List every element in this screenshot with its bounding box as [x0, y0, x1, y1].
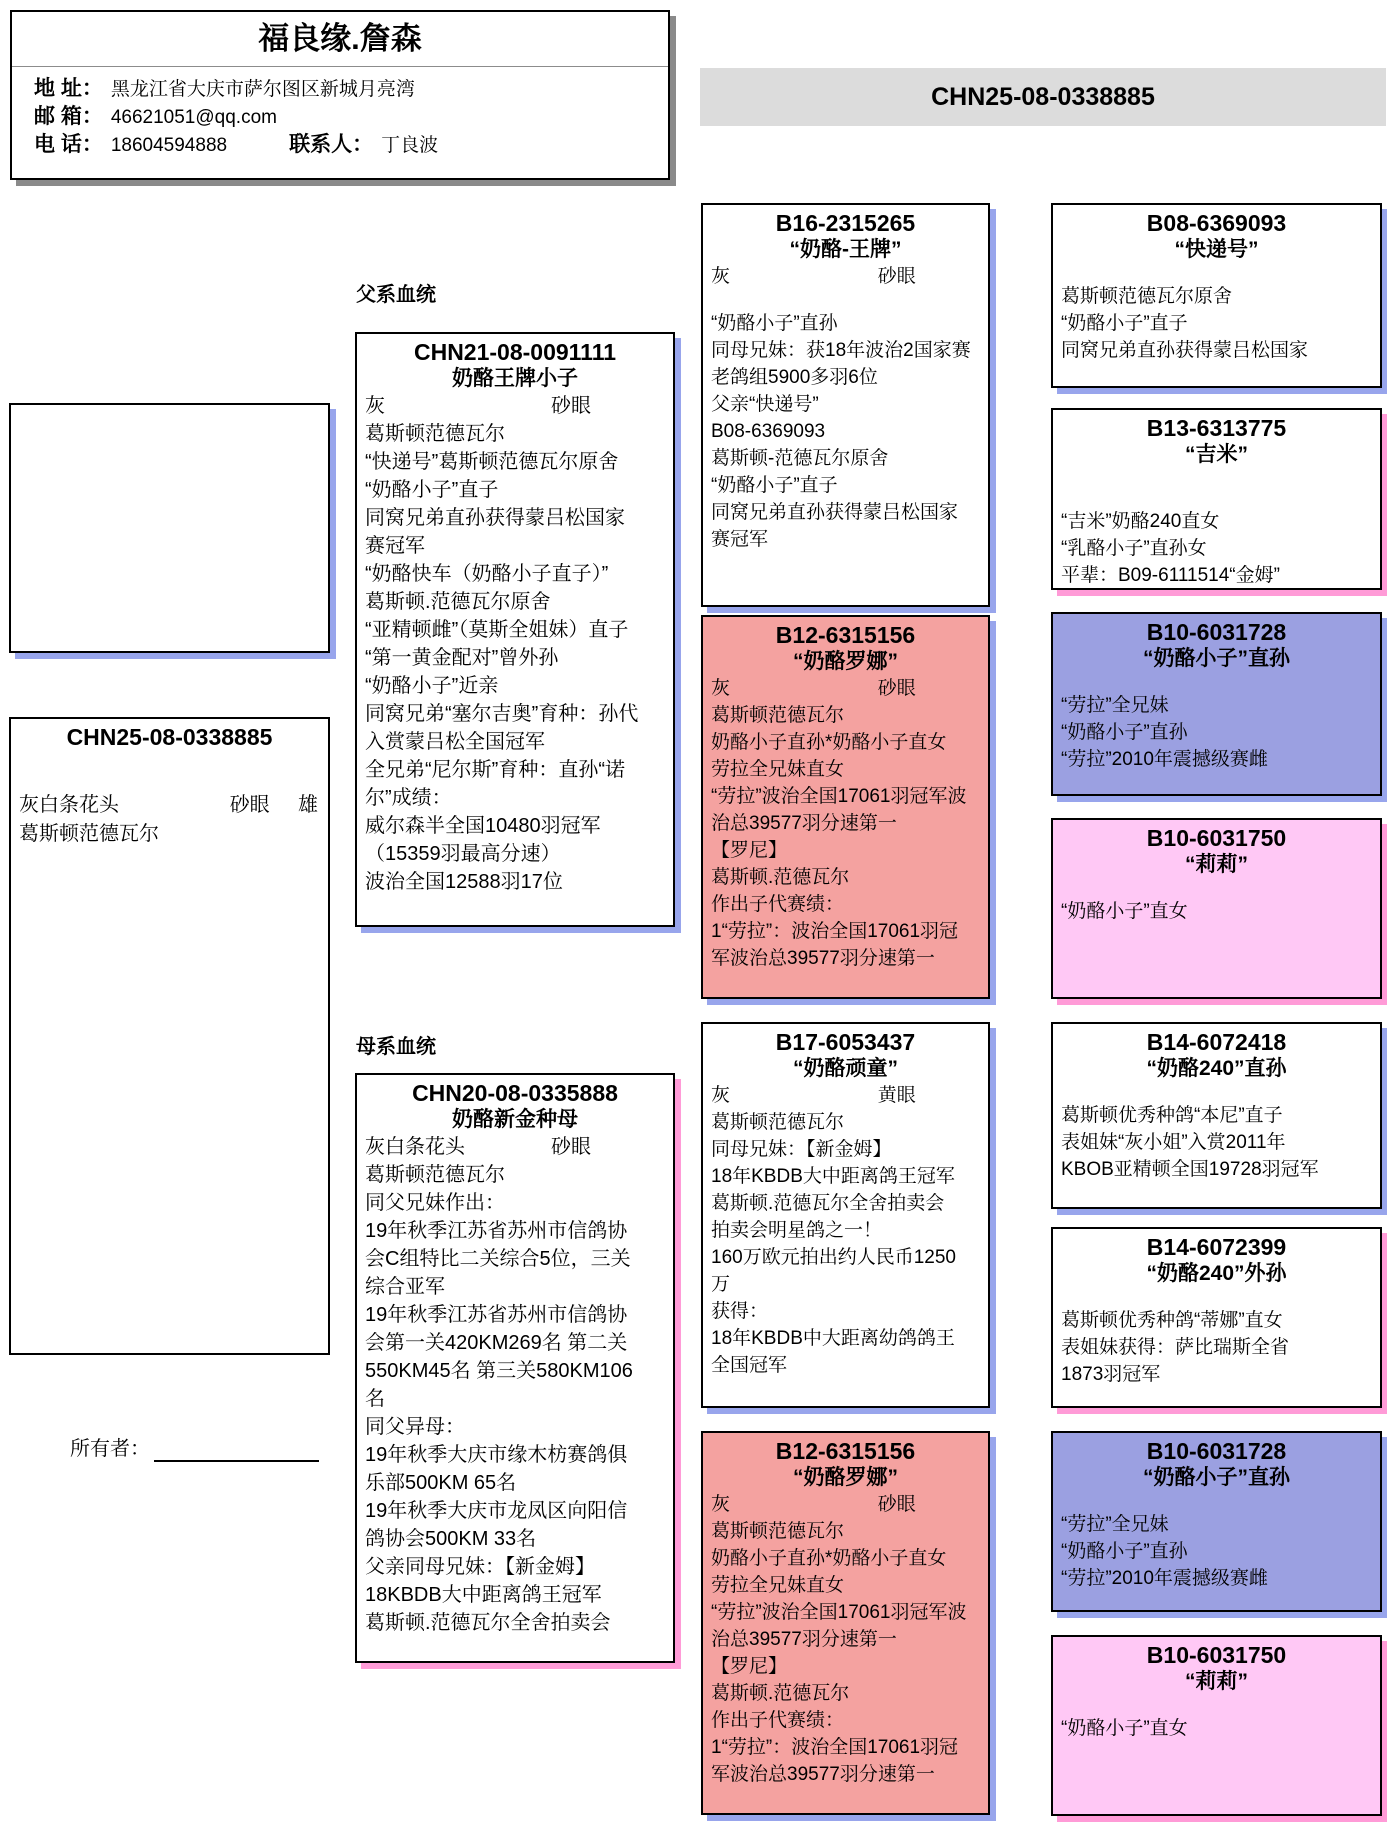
ring-number: B12-6315156	[775, 1438, 916, 1464]
pedigree-line	[1061, 1082, 1372, 1102]
pedigree-line: 葛斯顿范德瓦尔	[365, 1164, 505, 1186]
pedigree-line: 同父异母：	[365, 1416, 465, 1438]
pedigree-line: 军波治总39577羽分速第一	[711, 948, 935, 969]
pedigree-line: 葛斯顿范德瓦尔原舍	[1061, 286, 1233, 307]
plumage: 灰	[711, 1085, 731, 1106]
ring-number: B12-6315156	[775, 622, 916, 648]
pedigree-box-mother	[355, 1073, 675, 1663]
pedigree-line: “奶酪小子”直孙	[1061, 722, 1188, 743]
pedigree-line: 治总39577羽分速第一	[711, 813, 897, 834]
pedigree-notes	[365, 1161, 665, 1637]
owner-row	[70, 1436, 319, 1462]
pedigree-line: “劳拉”波治全国17061羽冠军波	[711, 1602, 967, 1623]
pedigree-line: “劳拉”2010年震撼级赛雌	[1061, 749, 1268, 770]
paternal-line-label: 父系血统	[356, 284, 436, 306]
ring-number: B13-6313775	[1146, 415, 1287, 441]
ring-number: B17-6053437	[775, 1029, 916, 1055]
subject-strain: 葛斯顿范德瓦尔	[19, 823, 159, 845]
pedigree-notes	[1061, 1491, 1372, 1592]
pedigree-line: 同窝兄弟直孙获得蒙吕松国家	[711, 502, 959, 523]
eye-color: 黄眼	[877, 1085, 916, 1106]
pedigree-box-b14-399	[1051, 1227, 1382, 1408]
plumage: 灰	[711, 1494, 731, 1515]
email-value: 46621051@qq.com	[110, 107, 277, 128]
pedigree-line	[711, 290, 980, 310]
eye-color: 砂眼	[877, 1494, 916, 1515]
pedigree-line: 治总39577羽分速第一	[711, 1629, 897, 1650]
pedigree-line: 【罗尼】	[711, 840, 788, 861]
pigeon-name: “吉米”	[1185, 443, 1248, 466]
pedigree-line: 同窝兄弟直孙获得蒙吕松国家	[1061, 340, 1309, 361]
pedigree-line: 名	[365, 1388, 385, 1410]
pedigree-line: 葛斯顿范德瓦尔	[365, 423, 505, 445]
pedigree-line: “吉米”奶酪240直女	[1061, 511, 1220, 532]
pedigree-box-b16	[701, 203, 990, 607]
pedigree-line: 1“劳拉”：波治全国17061羽冠	[711, 921, 959, 942]
pedigree-line: 同窝兄弟“塞尔吉奥”育种：孙代	[365, 703, 639, 725]
ring-number: B16-2315265	[775, 210, 916, 236]
pedigree-box-b08	[1051, 203, 1382, 388]
pedigree-line: “劳拉”波治全国17061羽冠军波	[711, 786, 967, 807]
owner-label: 所有者：	[70, 1438, 150, 1460]
pedigree-line: “奶酪小子”直孙	[711, 313, 838, 334]
pedigree-line: 赛冠军	[711, 529, 769, 550]
pedigree-line: 【罗尼】	[711, 1656, 788, 1677]
pedigree-line: 全国冠军	[711, 1355, 788, 1376]
pedigree-line: 会第一关420KM269名 第二关	[365, 1332, 628, 1354]
pigeon-name: “莉莉”	[1185, 1670, 1248, 1693]
pedigree-notes	[711, 290, 980, 553]
pedigree-line	[1061, 468, 1372, 488]
pedigree-notes	[711, 1518, 980, 1788]
breeder-header-box	[10, 10, 670, 180]
maternal-line-label: 母系血统	[356, 1036, 436, 1058]
pedigree-line: 葛斯顿范德瓦尔	[711, 705, 845, 726]
subject-sex: 雄	[298, 794, 318, 816]
pedigree-line: 父亲同母兄妹：【新金姆】	[365, 1556, 595, 1578]
pedigree-box-b12-top	[701, 615, 990, 999]
pedigree-box-b14-418	[1051, 1022, 1382, 1209]
ring-number: B10-6031750	[1146, 825, 1287, 851]
pedigree-line: 军波治总39577羽分速第一	[711, 1764, 935, 1785]
pedigree-line: 葛斯顿优秀种鸽“本尼”直子	[1061, 1105, 1283, 1126]
pigeon-name: “奶酪小子”直孙	[1143, 1466, 1290, 1489]
pigeon-name: “奶酪罗娜”	[793, 650, 898, 673]
pedigree-notes	[1061, 1287, 1372, 1388]
owner-fill-in-line	[154, 1438, 319, 1462]
plumage: 灰	[711, 266, 731, 287]
pedigree-line: 表姐妹获得：萨比瑞斯全省	[1061, 1337, 1290, 1358]
pedigree-line	[1061, 263, 1372, 283]
pedigree-line: 葛斯顿.范德瓦尔原舍	[365, 591, 551, 613]
pedigree-line: 550KM45名 第三关580KM106	[365, 1360, 633, 1382]
ring-number: B10-6031728	[1146, 619, 1287, 645]
pedigree-notes	[1061, 468, 1372, 589]
subject-ring-number: CHN25-08-0338885	[66, 724, 273, 750]
pedigree-line: 平辈：B09-6111514“金姆”	[1061, 565, 1280, 586]
ring-number: CHN20-08-0335888	[412, 1080, 618, 1106]
trait-row	[365, 392, 665, 420]
pedigree-line: 获得：	[711, 1301, 769, 1322]
pedigree-line: 鸽协会500KM 33名	[365, 1528, 537, 1550]
pedigree-line: “奶酪小子”直孙	[1061, 1541, 1188, 1562]
pedigree-line: 父亲“快递号”	[711, 394, 819, 415]
pedigree-box-b10-750-bottom	[1051, 1635, 1382, 1816]
phone-label: 电 话：	[34, 133, 103, 156]
subject-plumage: 灰白条花头	[19, 794, 119, 816]
pedigree-line: “劳拉”2010年震撼级赛雌	[1061, 1568, 1268, 1589]
pigeon-name: 奶酪新金种母	[452, 1108, 578, 1131]
ring-number: B08-6369093	[1146, 210, 1287, 236]
ring-number: B10-6031750	[1146, 1642, 1287, 1668]
pedigree-line: 葛斯顿.范德瓦尔全舍拍卖会	[711, 1193, 945, 1214]
pedigree-line: “奶酪小子”直子	[711, 475, 838, 496]
pedigree-line: 奶酪小子直孙*奶酪小子直女	[711, 732, 947, 753]
eye-color: 砂眼	[551, 395, 591, 417]
pedigree-line	[1061, 878, 1372, 898]
pedigree-line: 作出子代赛绩：	[711, 1710, 845, 1731]
pedigree-line: 19年秋季大庆市龙凤区向阳信	[365, 1500, 628, 1522]
pedigree-line: 18KBDB大中距离鸽王冠军	[365, 1584, 602, 1606]
pedigree-line	[1061, 672, 1372, 692]
pedigree-line	[1061, 488, 1372, 508]
pedigree-notes	[711, 702, 980, 972]
pedigree-line: 1873羽冠军	[1061, 1364, 1161, 1385]
pedigree-line: 威尔森半全国10480羽冠军	[365, 815, 601, 837]
pedigree-line: 葛斯顿.范德瓦尔	[711, 1683, 850, 1704]
pedigree-box-b10-728-bottom	[1051, 1431, 1382, 1612]
plumage: 灰白条花头	[365, 1136, 465, 1158]
pedigree-line: B08-6369093	[711, 421, 826, 442]
address-row	[12, 75, 668, 103]
ring-number: B14-6072399	[1146, 1234, 1287, 1260]
pigeon-name: “奶酪240”外孙	[1146, 1262, 1287, 1285]
eye-color: 砂眼	[877, 266, 916, 287]
pedigree-line: “劳拉”全兄妹	[1061, 695, 1169, 716]
ring-number: B14-6072418	[1146, 1029, 1287, 1055]
pedigree-line: 葛斯顿范德瓦尔	[711, 1112, 845, 1133]
pigeon-name: “奶酪240”直孙	[1146, 1057, 1287, 1080]
pigeon-name: “奶酪罗娜”	[793, 1466, 898, 1489]
pedigree-line: 1“劳拉”：波治全国17061羽冠	[711, 1737, 959, 1758]
phone-row	[12, 131, 668, 159]
ring-number-banner: CHN25-08-0338885	[700, 68, 1386, 126]
pedigree-line: “快递号”葛斯顿范德瓦尔原舍	[365, 451, 619, 473]
plumage: 灰	[365, 395, 385, 417]
ring-number: CHN21-08-0091111	[413, 339, 617, 365]
pedigree-line: 劳拉全兄妹直女	[711, 759, 845, 780]
pedigree-line: 葛斯顿范德瓦尔	[711, 1521, 845, 1542]
pedigree-line: 同母兄妹：获18年波治2国家赛	[711, 340, 971, 361]
trait-row	[711, 263, 980, 290]
pigeon-name: “奶酪-王牌”	[789, 238, 902, 261]
pedigree-line: “奶酪小子”直女	[1061, 901, 1188, 922]
trait-row	[711, 1491, 980, 1518]
ring-number: B10-6031728	[1146, 1438, 1287, 1464]
pedigree-notes	[711, 1109, 980, 1379]
pedigree-line: 19年秋季江苏省苏州市信鸽协	[365, 1220, 628, 1242]
pedigree-line: 葛斯顿.范德瓦尔全舍拍卖会	[365, 1612, 611, 1634]
address-label: 地 址：	[34, 77, 103, 100]
photo-placeholder-box	[9, 403, 330, 653]
pedigree-notes	[1061, 1082, 1372, 1183]
header-divider	[12, 66, 668, 67]
pedigree-line: 同母兄妹：【新金姆】	[711, 1139, 892, 1160]
subject-box	[9, 717, 330, 1355]
pedigree-line: “第一黄金配对”曾外孙	[365, 647, 559, 669]
eye-color: 砂眼	[877, 678, 916, 699]
pedigree-line: 老鸽组5900多羽6位	[711, 367, 878, 388]
pedigree-line: “奶酪小子”直子	[365, 479, 499, 501]
pedigree-notes	[1061, 1695, 1372, 1742]
pedigree-line: 赛冠军	[365, 535, 425, 557]
pedigree-line	[1061, 1695, 1372, 1715]
pedigree-line: 综合亚军	[365, 1276, 445, 1298]
pedigree-box-father	[355, 332, 675, 927]
pigeon-name: “奶酪顽童”	[793, 1057, 898, 1080]
trait-row	[365, 1133, 665, 1161]
pedigree-line: 拍卖会明星鸽之一！	[711, 1220, 883, 1241]
pedigree-line: 会C组特比二关综合5位，三关	[365, 1248, 631, 1270]
pedigree-line: “亚精顿雌”（莫斯全姐妹）直子	[365, 619, 629, 641]
address-value: 黑龙江省大庆市萨尔图区新城月亮湾	[110, 79, 415, 100]
trait-row	[711, 1082, 980, 1109]
trait-row	[711, 675, 980, 702]
pedigree-line: 葛斯顿优秀种鸽“蒂娜”直女	[1061, 1310, 1283, 1331]
pedigree-line: 作出子代赛绩：	[711, 894, 845, 915]
pedigree-line: 万	[711, 1274, 731, 1295]
pigeon-name: 奶酪王牌小子	[452, 367, 578, 390]
contact-label: 联系人：	[289, 133, 374, 156]
pedigree-line: “奶酪快车（奶酪小子直子）”	[365, 563, 609, 585]
pedigree-line: 19年秋季江苏省苏州市信鸽协	[365, 1304, 628, 1326]
pedigree-line: 160万欧元拍出约人民币1250	[711, 1247, 956, 1268]
email-row	[12, 103, 668, 131]
email-label: 邮 箱：	[34, 105, 103, 128]
subject-eye: 砂眼	[229, 794, 270, 816]
pedigree-line: 同父兄妹作出：	[365, 1192, 505, 1214]
pedigree-notes	[365, 420, 665, 896]
pedigree-line	[1061, 1287, 1372, 1307]
pedigree-line: 波治全国12588羽17位	[365, 871, 563, 893]
pedigree-box-b10-750-top	[1051, 818, 1382, 999]
pedigree-line: 入赏蒙吕松全国冠军	[365, 731, 545, 753]
pedigree-notes	[1061, 878, 1372, 925]
pedigree-line: 18年KBDB大中距离鸽王冠军	[711, 1166, 955, 1187]
subject-trait-row	[19, 791, 320, 819]
pedigree-line: 奶酪小子直孙*奶酪小子直女	[711, 1548, 947, 1569]
pedigree-line: 尔”成绩：	[365, 787, 452, 809]
loft-title: 福良缘.詹森	[258, 21, 422, 56]
pedigree-line: “奶酪小子”直女	[1061, 1718, 1188, 1739]
pedigree-line: 19年秋季大庆市缘木枋赛鸽俱	[365, 1444, 628, 1466]
pedigree-notes	[1061, 672, 1372, 773]
pedigree-line: 葛斯顿.范德瓦尔	[711, 867, 850, 888]
pedigree-notes	[1061, 263, 1372, 364]
pedigree-line: “奶酪小子”直子	[1061, 313, 1188, 334]
pedigree-box-b10-728-top	[1051, 612, 1382, 796]
pedigree-line: 葛斯顿-范德瓦尔原舍	[711, 448, 889, 469]
plumage: 灰	[711, 678, 731, 699]
contact-value: 丁良波	[381, 135, 439, 156]
pedigree-line: “奶酪小子”近亲	[365, 675, 499, 697]
pedigree-box-b17	[701, 1022, 990, 1408]
pigeon-name: “快递号”	[1174, 238, 1259, 261]
pedigree-line: 全兄弟“尼尔斯”育种：直孙“诺	[365, 759, 625, 781]
pedigree-line: “劳拉”全兄妹	[1061, 1514, 1169, 1535]
pedigree-line: 表姐妹“灰小姐”入赏2011年	[1061, 1132, 1286, 1153]
pedigree-line: 乐部500KM 65名	[365, 1472, 517, 1494]
pigeon-name: “奶酪小子”直孙	[1143, 647, 1290, 670]
pedigree-box-b13	[1051, 408, 1382, 590]
pedigree-line: KBOB亚精顿全国19728羽冠军	[1061, 1159, 1319, 1180]
pedigree-line: 劳拉全兄妹直女	[711, 1575, 845, 1596]
phone-value: 18604594888	[110, 135, 228, 156]
pigeon-name: “莉莉”	[1185, 853, 1248, 876]
eye-color: 砂眼	[551, 1136, 591, 1158]
pedigree-box-b12-bottom	[701, 1431, 990, 1815]
pedigree-line: 18年KBDB中大距离幼鸽鸽王	[711, 1328, 955, 1349]
pedigree-line: “乳酪小子”直孙女	[1061, 538, 1207, 559]
pedigree-line: 同窝兄弟直孙获得蒙吕松国家	[365, 507, 625, 529]
pedigree-line	[1061, 1491, 1372, 1511]
pedigree-line: （15359羽最高分速）	[365, 843, 561, 865]
